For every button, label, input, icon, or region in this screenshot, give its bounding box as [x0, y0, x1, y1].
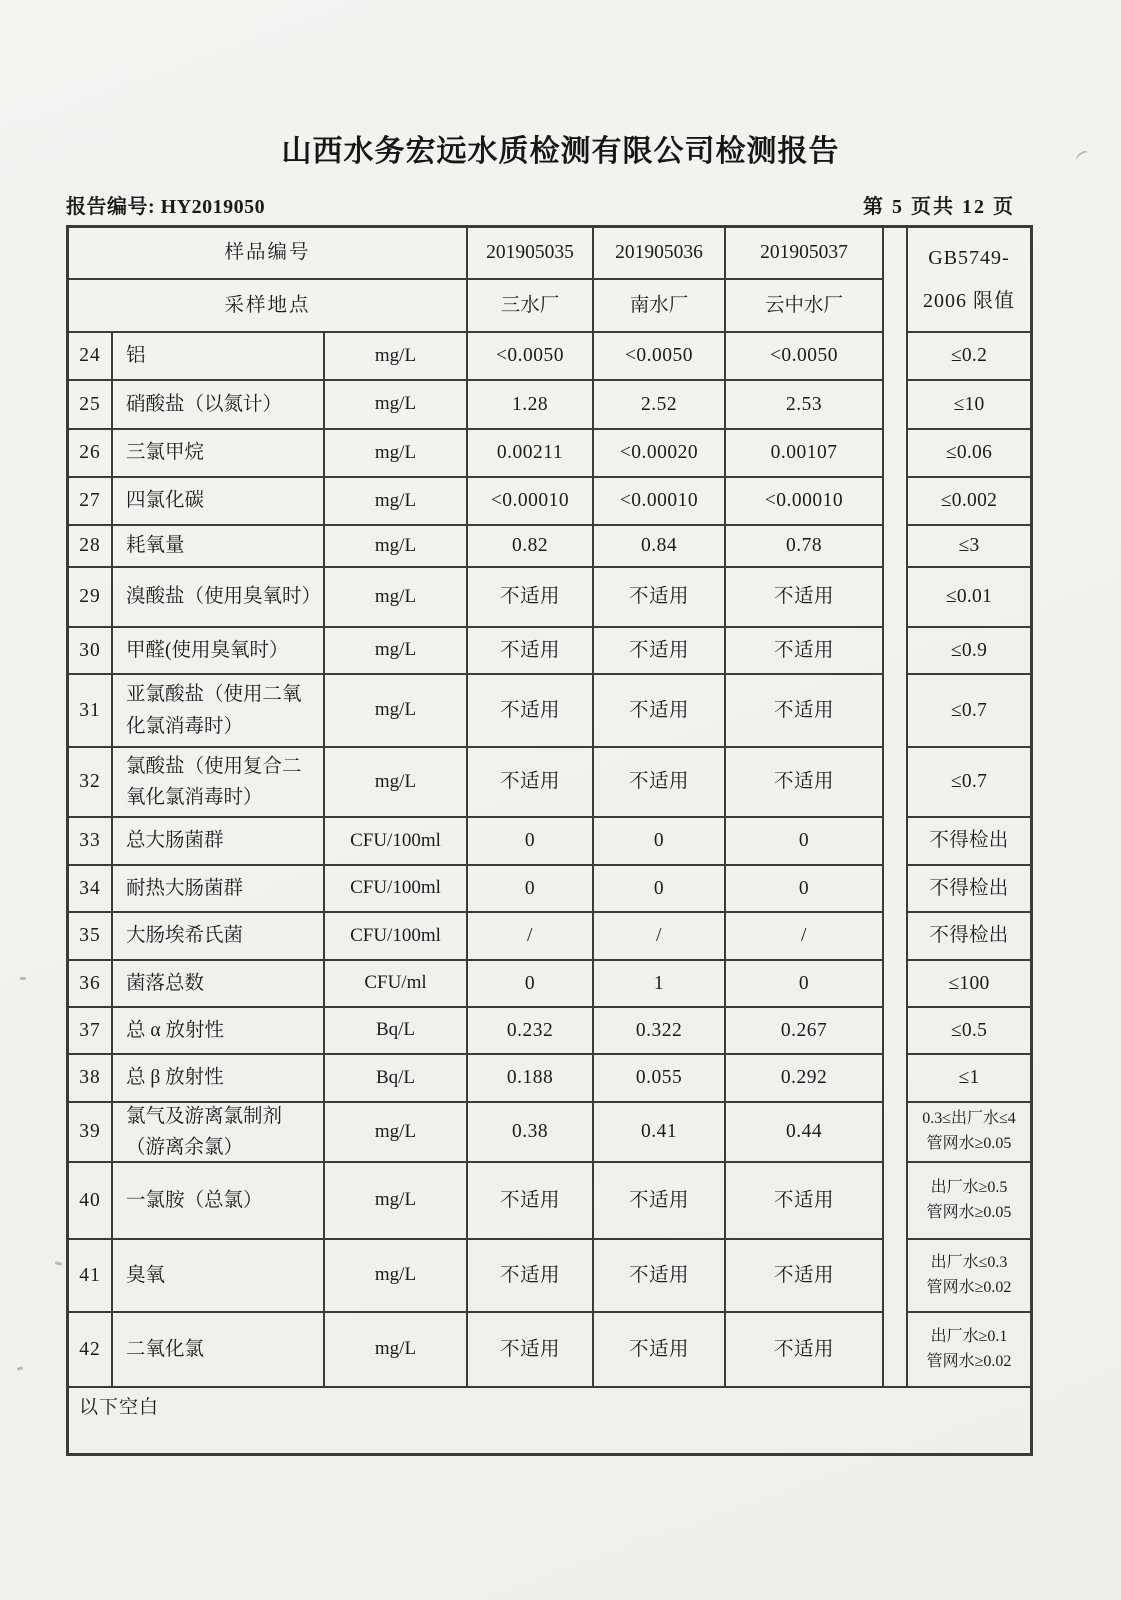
value-cell-plant3: 0.44	[726, 1103, 884, 1163]
param-name-cell: 一氯胺（总氯）	[113, 1163, 325, 1240]
value-cell-plant3: 不适用	[726, 1163, 884, 1240]
value-cell-plant2: 不适用	[594, 675, 726, 748]
limit-line: ≤3	[958, 535, 980, 557]
param-name-cell: 铝	[113, 333, 325, 381]
value-cell-plant1: 1.28	[468, 381, 594, 430]
header-sample-number-3: 201905037	[726, 228, 884, 280]
value-cell-plant2: 不适用	[594, 568, 726, 628]
header-sample-number-2: 201905036	[594, 228, 726, 280]
value-cell-plant2: 0.41	[594, 1103, 726, 1163]
param-name-cell: 总 α 放射性	[113, 1008, 325, 1055]
value-cell-plant2: <0.00020	[594, 430, 726, 478]
value-cell-plant2: 不适用	[594, 1240, 726, 1313]
header-site-3: 云中水厂	[726, 280, 884, 333]
value-cell-plant3: 不适用	[726, 1240, 884, 1313]
value-cell-plant1: 不适用	[468, 1240, 594, 1313]
limit-cell	[908, 568, 1030, 628]
limit-cell	[908, 526, 1030, 568]
param-name-cell: 甲醛(使用臭氧时）	[113, 628, 325, 675]
limit-line: 不得检出	[929, 925, 1009, 947]
param-name-cell: 三氯甲烷	[113, 430, 325, 478]
limit-cell	[908, 1163, 1030, 1240]
limit-line: ≤0.7	[950, 699, 988, 721]
value-cell-plant1: <0.0050	[468, 333, 594, 381]
row-number-cell: 40	[69, 1163, 113, 1240]
value-cell-plant3: 不适用	[726, 748, 884, 818]
unit-cell: CFU/ml	[325, 961, 468, 1008]
param-name-cell: 耗氧量	[113, 526, 325, 568]
row-number-cell: 37	[69, 1008, 113, 1055]
limit-line: ≤10	[953, 393, 985, 415]
header-site-1: 三水厂	[468, 280, 594, 333]
row-number-cell: 29	[69, 568, 113, 628]
limit-cell	[908, 478, 1030, 526]
limit-line: 管网水≥0.05	[926, 1203, 1012, 1221]
value-cell-plant3: /	[726, 913, 884, 961]
limit-line: 管网水≥0.02	[926, 1352, 1012, 1370]
limit-line: 管网水≥0.02	[926, 1278, 1012, 1296]
value-cell-plant2: 0.322	[594, 1008, 726, 1055]
unit-cell: mg/L	[325, 478, 468, 526]
limit-cell	[908, 1103, 1030, 1163]
row-number-cell: 35	[69, 913, 113, 961]
page-title: 山西水务宏远水质检测有限公司检测报告	[281, 135, 840, 168]
unit-cell: mg/L	[325, 381, 468, 430]
value-cell-plant1: 0	[468, 961, 594, 1008]
report-table	[66, 225, 1033, 1456]
value-cell-plant3: 不适用	[726, 675, 884, 748]
param-name-cell: 氯酸盐（使用复合二氧化氯消毒时）	[113, 748, 325, 818]
param-name-cell: 大肠埃希氏菌	[113, 913, 325, 961]
limit-cell	[908, 1055, 1030, 1103]
limit-cell	[908, 628, 1030, 675]
scan-artifact	[55, 1261, 62, 1265]
unit-cell: mg/L	[325, 333, 468, 381]
row-number-cell: 38	[69, 1055, 113, 1103]
limit-cell	[908, 913, 1030, 961]
value-cell-plant3: 2.53	[726, 381, 884, 430]
limit-cell	[908, 961, 1030, 1008]
value-cell-plant3: 0.292	[726, 1055, 884, 1103]
limit-line: ≤0.2	[950, 345, 988, 367]
value-cell-plant3: 0.78	[726, 526, 884, 568]
value-cell-plant3: 不适用	[726, 568, 884, 628]
limit-cell	[908, 1313, 1030, 1388]
value-cell-plant3: 不适用	[726, 628, 884, 675]
value-cell-plant2: 不适用	[594, 748, 726, 818]
limit-line: ≤100	[948, 972, 990, 994]
unit-cell: mg/L	[325, 430, 468, 478]
report-meta-row	[66, 190, 1015, 219]
header-sampling-site-label: 采样地点	[69, 280, 468, 333]
row-number-cell: 32	[69, 748, 113, 818]
value-cell-plant1: <0.00010	[468, 478, 594, 526]
row-number-cell: 42	[69, 1313, 113, 1388]
value-cell-plant1: 0.188	[468, 1055, 594, 1103]
unit-cell: mg/L	[325, 1163, 468, 1240]
value-cell-plant2: 1	[594, 961, 726, 1008]
limit-standard-line1: GB5749-	[928, 246, 1010, 269]
row-number-cell: 27	[69, 478, 113, 526]
limit-line: 不得检出	[929, 877, 1009, 899]
value-cell-plant2: <0.0050	[594, 333, 726, 381]
value-cell-plant2: 不适用	[594, 1163, 726, 1240]
row-number-cell: 39	[69, 1103, 113, 1163]
limit-line: 管网水≥0.05	[926, 1135, 1012, 1152]
value-cell-plant1: 0	[468, 866, 594, 913]
value-cell-plant2: 0	[594, 866, 726, 913]
value-cell-plant3: 0.00107	[726, 430, 884, 478]
param-name-cell: 氯气及游离氯制剂（游离余氯）	[113, 1103, 325, 1163]
param-name-cell: 二氧化氯	[113, 1313, 325, 1388]
value-cell-plant2: /	[594, 913, 726, 961]
row-number-cell: 31	[69, 675, 113, 748]
value-cell-plant1: 0	[468, 818, 594, 866]
page-indicator: 第 5 页共 12 页	[863, 196, 1015, 218]
value-cell-plant1: 不适用	[468, 568, 594, 628]
limit-cell	[908, 818, 1030, 866]
value-cell-plant1: 不适用	[468, 675, 594, 748]
limit-line: ≤0.01	[945, 586, 993, 608]
value-cell-plant2: 0.84	[594, 526, 726, 568]
limit-cell	[908, 1240, 1030, 1313]
limit-line: ≤0.9	[950, 639, 988, 661]
param-name-cell: 总大肠菌群	[113, 818, 325, 866]
row-number-cell: 30	[69, 628, 113, 675]
report-number-label: 报告编号:	[66, 196, 156, 218]
limit-line: ≤0.7	[950, 771, 988, 793]
value-cell-plant2: 0.055	[594, 1055, 726, 1103]
param-name-cell: 四氯化碳	[113, 478, 325, 526]
unit-cell: mg/L	[325, 1313, 468, 1388]
value-cell-plant3: 0	[726, 961, 884, 1008]
value-cell-plant1: 不适用	[468, 748, 594, 818]
value-cell-plant1: 不适用	[468, 1163, 594, 1240]
limit-cell	[908, 333, 1030, 381]
row-number-cell: 34	[69, 866, 113, 913]
unit-cell: CFU/100ml	[325, 913, 468, 961]
limit-cell	[908, 866, 1030, 913]
footer-cell: 以下空白	[79, 1397, 160, 1418]
value-cell-plant1: 0.232	[468, 1008, 594, 1055]
value-cell-plant2: 2.52	[594, 381, 726, 430]
value-cell-plant1: 0.38	[468, 1103, 594, 1163]
value-cell-plant3: 0	[726, 818, 884, 866]
value-cell-plant1: 0.00211	[468, 430, 594, 478]
param-name-cell: 硝酸盐（以氮计）	[113, 381, 325, 430]
param-name-cell: 溴酸盐（使用臭氧时）	[113, 568, 325, 628]
header-limit-standard	[908, 228, 1030, 333]
param-name-cell: 亚氯酸盐（使用二氧化氯消毒时）	[113, 675, 325, 748]
limit-line: ≤0.002	[940, 490, 998, 512]
limit-cell	[908, 381, 1030, 430]
limit-cell	[908, 430, 1030, 478]
scan-artifact	[20, 977, 26, 980]
unit-cell: mg/L	[325, 675, 468, 748]
unit-cell: mg/L	[325, 526, 468, 568]
value-cell-plant3: <0.00010	[726, 478, 884, 526]
value-cell-plant3: 0	[726, 866, 884, 913]
header-sample-number-1: 201905035	[468, 228, 594, 280]
row-number-cell: 36	[69, 961, 113, 1008]
value-cell-plant2: 不适用	[594, 1313, 726, 1388]
row-number-cell: 28	[69, 526, 113, 568]
limit-line: ≤1	[958, 1067, 980, 1089]
value-cell-plant1: 0.82	[468, 526, 594, 568]
header-sample-number-label: 样品编号	[69, 228, 468, 280]
param-name-cell: 臭氧	[113, 1240, 325, 1313]
unit-cell: Bq/L	[325, 1008, 468, 1055]
limit-line: 出厂水≤0.3	[930, 1253, 1008, 1271]
unit-cell: Bq/L	[325, 1055, 468, 1103]
limit-line: 出厂水≥0.5	[930, 1178, 1008, 1196]
limit-line: 不得检出	[929, 830, 1009, 852]
limit-line: 0.3≤出厂水≤4	[922, 1110, 1016, 1128]
unit-cell: mg/L	[325, 628, 468, 675]
limit-cell	[908, 675, 1030, 748]
unit-cell: CFU/100ml	[325, 866, 468, 913]
limit-cell	[908, 1008, 1030, 1055]
value-cell-plant3: <0.0050	[726, 333, 884, 381]
limit-line: ≤0.06	[945, 442, 993, 464]
unit-cell: mg/L	[325, 1103, 468, 1163]
value-cell-plant2: <0.00010	[594, 478, 726, 526]
unit-cell: mg/L	[325, 748, 468, 818]
row-number-cell: 26	[69, 430, 113, 478]
report-number-value: HY2019050	[160, 196, 266, 218]
unit-cell: mg/L	[325, 568, 468, 628]
gap-column	[884, 228, 908, 1388]
value-cell-plant1: 不适用	[468, 1313, 594, 1388]
report-number	[66, 190, 265, 219]
value-cell-plant2: 0	[594, 818, 726, 866]
value-cell-plant3: 0.267	[726, 1008, 884, 1055]
scan-artifact	[17, 1366, 24, 1370]
header-site-2: 南水厂	[594, 280, 726, 333]
value-cell-plant1: 不适用	[468, 628, 594, 675]
value-cell-plant2: 不适用	[594, 628, 726, 675]
param-name-cell: 总 β 放射性	[113, 1055, 325, 1103]
row-number-cell: 25	[69, 381, 113, 430]
row-number-cell: 24	[69, 333, 113, 381]
limit-standard-line2: 2006 限值	[923, 290, 1015, 313]
value-cell-plant1: /	[468, 913, 594, 961]
limit-cell	[908, 748, 1030, 818]
param-name-cell: 耐热大肠菌群	[113, 866, 325, 913]
row-number-cell: 33	[69, 818, 113, 866]
limit-line: ≤0.5	[950, 1019, 988, 1041]
limit-line: 出厂水≥0.1	[930, 1327, 1008, 1345]
value-cell-plant3: 不适用	[726, 1313, 884, 1388]
unit-cell: CFU/100ml	[325, 818, 468, 866]
row-number-cell: 41	[69, 1240, 113, 1313]
unit-cell: mg/L	[325, 1240, 468, 1313]
param-name-cell: 菌落总数	[113, 961, 325, 1008]
